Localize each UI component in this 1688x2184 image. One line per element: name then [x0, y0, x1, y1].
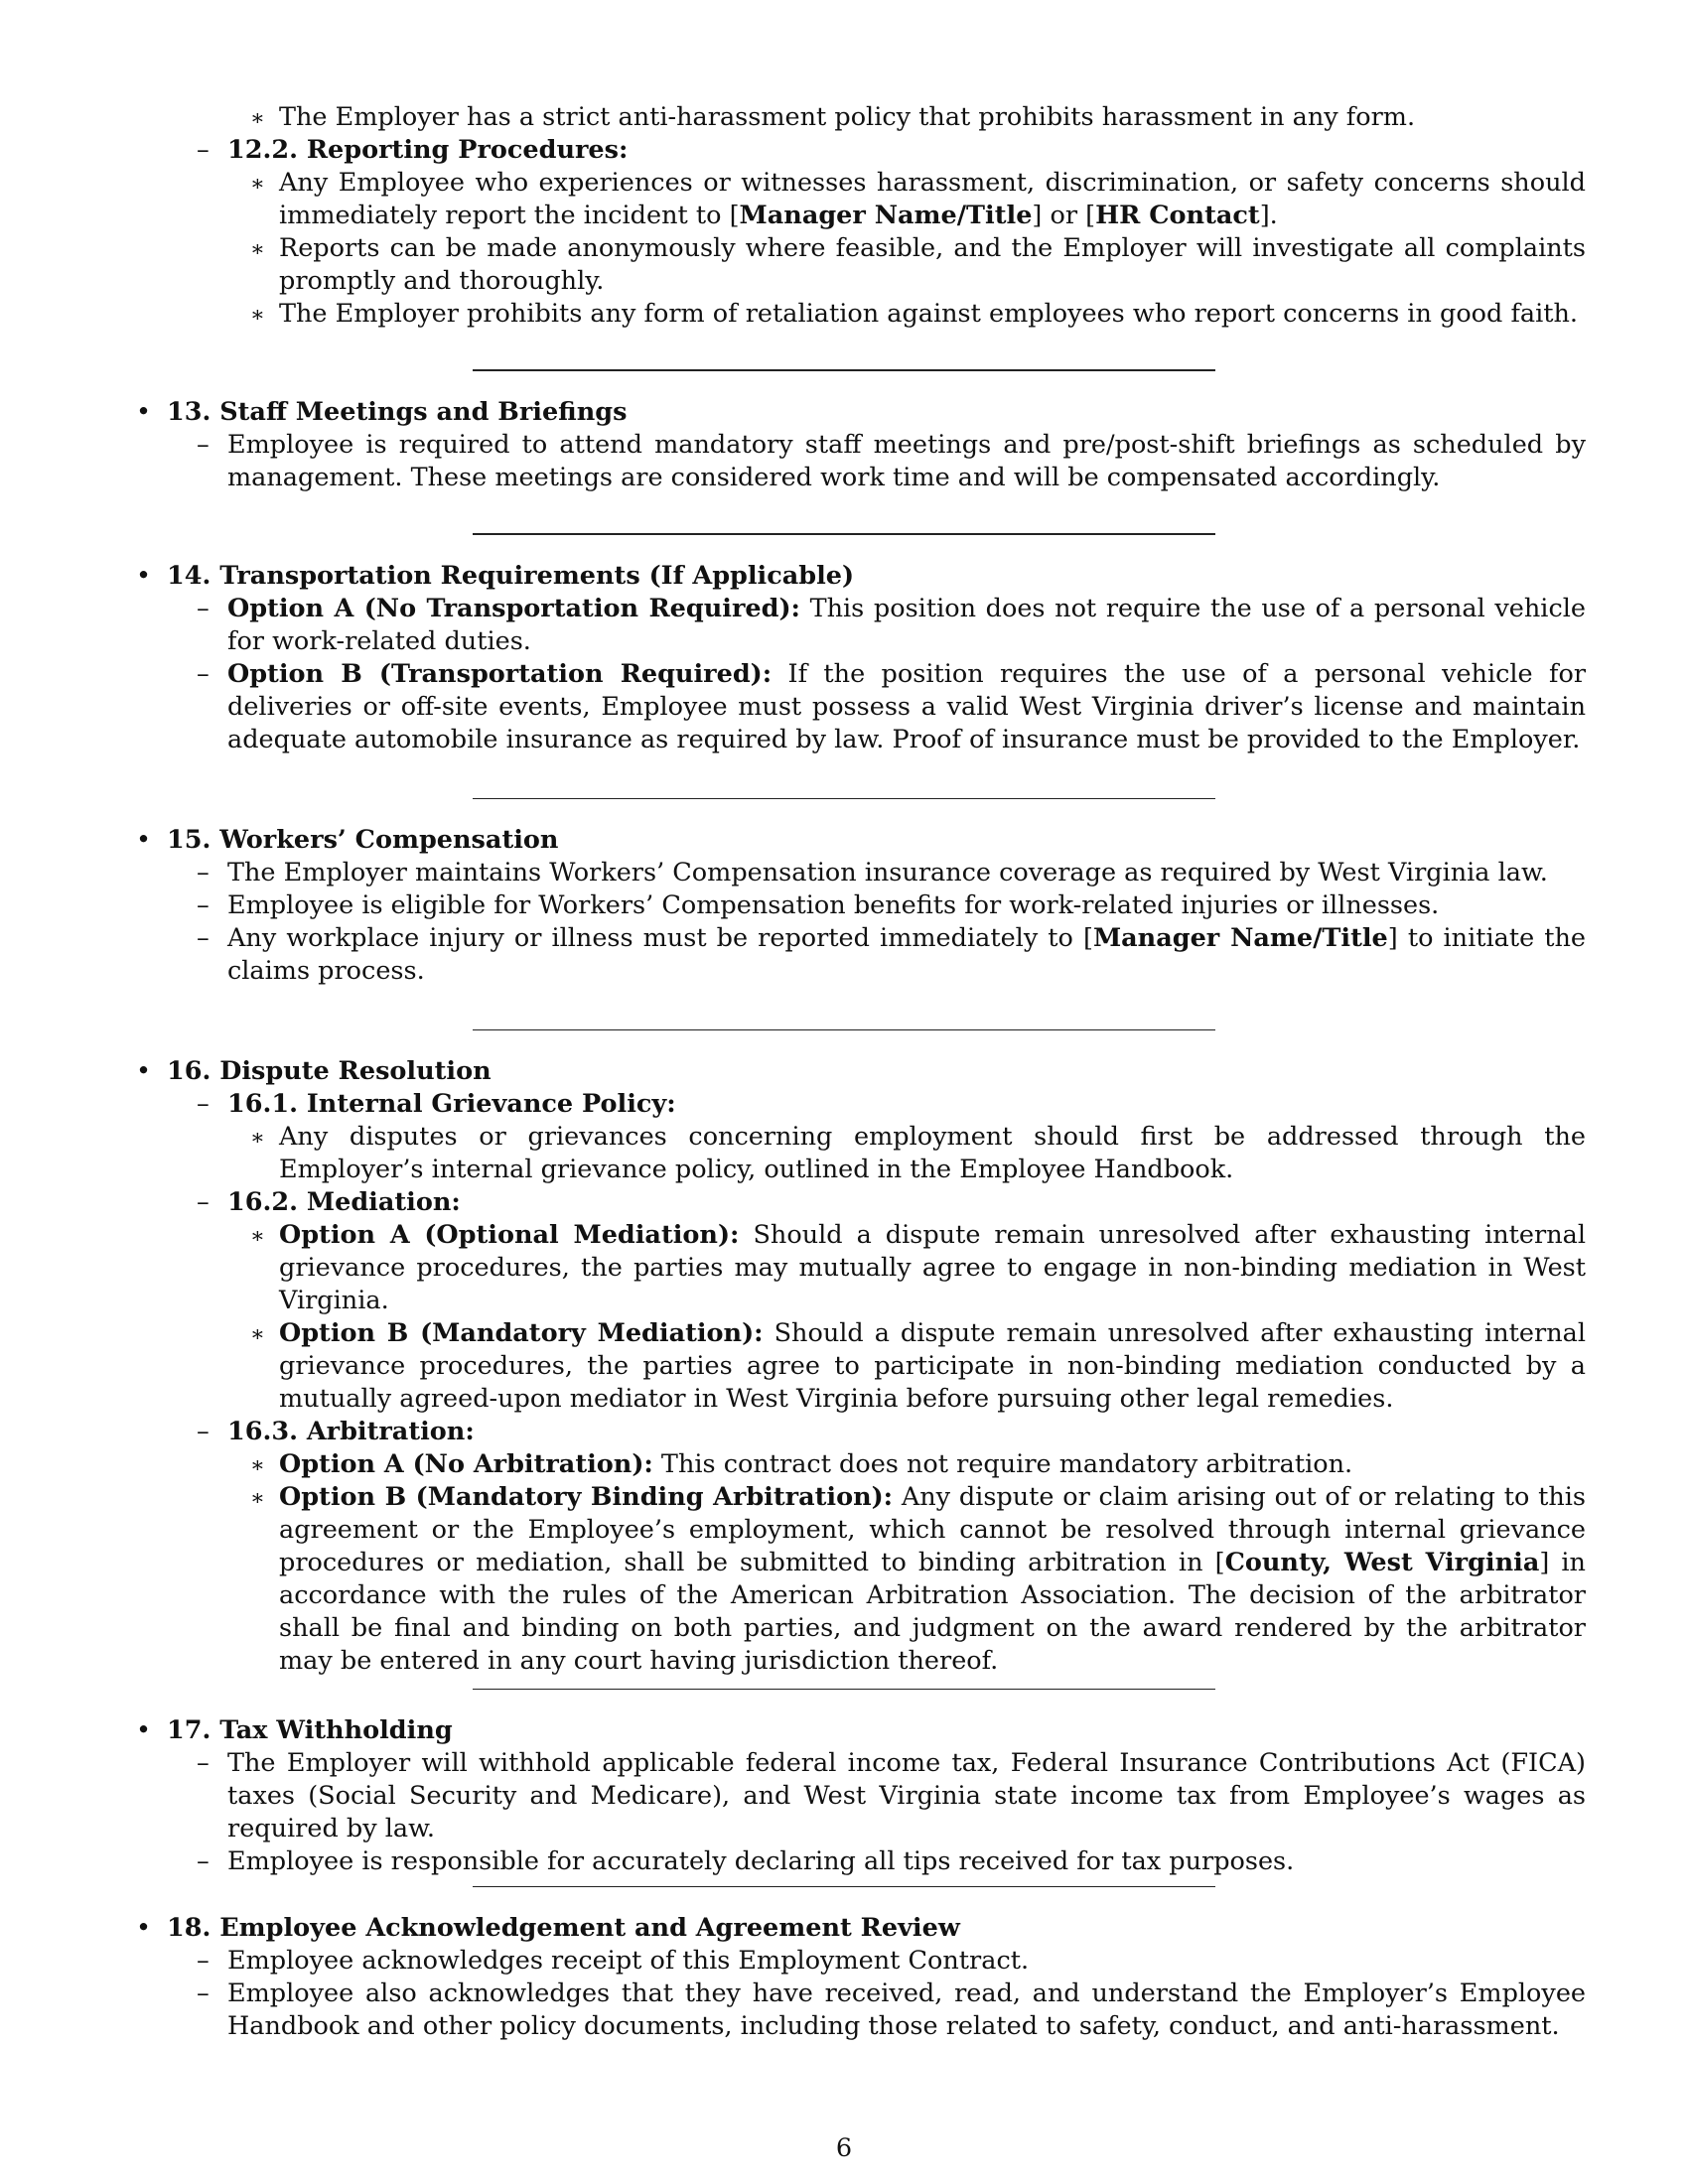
dash-marker: –: [197, 1946, 210, 1976]
dash-marker: –: [197, 1089, 210, 1119]
star-marker: ∗: [250, 1224, 265, 1249]
section-divider: [473, 1029, 1215, 1030]
section-13: [0, 396, 1688, 494]
subsection-12-2-heading: – 12.2. Reporting Procedures:: [197, 135, 629, 165]
list-item: – Employee is eligible for Workers’ Compensation benefits for work-related injuries or illnesses.: [197, 890, 1440, 920]
section-17-heading: • 17. Tax Withholding: [136, 1715, 453, 1745]
section-15-heading: • 15. Workers’ Compensation: [136, 825, 559, 855]
list-item: ∗ Option B (Mandatory Binding Arbitration): Any dispute or claim arising out of or relating to this agreement or the Employee’s employment, which cannot be resolved through internal grievance procedures or mediation, shall be submitted to binding arbitration in [County, West Virginia] in accordance with the rules of the American Arbitration Association. The decision of the arbitrator shall be final and binding on both parties, and judgment on the award rendered by the arbitrator may be entered in any court having jurisdiction thereof.: [250, 1482, 1586, 1676]
list-item: ∗ Option A (Optional Mediation): Should a dispute remain unresolved after exhausting internal grievance procedures, the parties may mutually agree to engage in non-binding mediation in West Virginia.: [250, 1220, 1586, 1315]
list-item: ∗ The Employer prohibits any form of retaliation against employees who report concerns in good faith.: [0, 298, 1586, 331]
list-item: – Employee also acknowledges that they have received, read, and understand the Employer’s Employee Handbook and other policy documents, including those related to safety, conduct, and anti-harassment.: [197, 1979, 1586, 2041]
bullet-marker: •: [136, 561, 152, 591]
section-divider: [473, 1689, 1215, 1690]
dash-marker: –: [197, 659, 210, 689]
dash-marker: –: [197, 923, 210, 953]
dash-marker: –: [197, 430, 210, 460]
list-item: – The Employer will withhold applicable federal income tax, Federal Insurance Contributions Act (FICA) taxes (Social Security and Medicare), and West Virginia state income tax from Employee’s wages as required by law.: [197, 1748, 1586, 1843]
section-16: [0, 1055, 1688, 1678]
star-marker: ∗: [250, 106, 265, 131]
section-divider: [473, 369, 1215, 371]
bullet-marker: •: [136, 397, 152, 427]
section-18-heading: • 18. Employee Acknowledgement and Agreement Review: [136, 1913, 960, 1943]
list-item: – Option B (Transportation Required): If the position requires the use of a personal vehicle for deliveries or off-site events, Employee must possess a valid West Virginia driver’s license and maintain adequate automobile insurance as required by law. Proof of insurance must be provided to the Employer.: [197, 659, 1587, 754]
bullet-marker: •: [136, 1913, 152, 1943]
dash-marker: –: [197, 135, 210, 165]
list-item: ∗ Option A (No Arbitration): This contract does not require mandatory arbitration.: [0, 1448, 1586, 1481]
section-17: [0, 1714, 1688, 1878]
dash-marker: –: [197, 1748, 210, 1778]
star-marker: ∗: [250, 172, 265, 197]
list-item: – Any workplace injury or illness must be reported immediately to [Manager Name/Title] to initiate the claims process.: [197, 923, 1586, 986]
bullet-marker: •: [136, 825, 152, 855]
star-marker: ∗: [250, 1486, 265, 1511]
subsection-16-1-heading: – 16.1. Internal Grievance Policy:: [197, 1089, 676, 1119]
section-16-heading: • 16. Dispute Resolution: [136, 1056, 492, 1086]
bullet-marker: •: [136, 1715, 152, 1745]
list-item: ∗ Option B (Mandatory Mediation): Should a dispute remain unresolved after exhausting internal grievance procedures, the parties agree to participate in non-binding mediation conducted by a mutually agreed-upon mediator in West Virginia before pursuing other legal remedies.: [250, 1318, 1586, 1414]
section-14: [0, 560, 1688, 756]
star-marker: ∗: [250, 303, 265, 328]
list-item: ∗ Any Employee who experiences or witnesses harassment, discrimination, or safety concerns should immediately report the incident to [Manager Name/Title] or [HR Contact].: [250, 168, 1586, 230]
list-item: ∗ Any disputes or grievances concerning employment should first be addressed through the Employer’s internal grievance policy, outlined in the Employee Handbook.: [250, 1122, 1586, 1184]
dash-marker: –: [197, 1417, 210, 1446]
dash-marker: –: [197, 1979, 210, 2008]
list-item: ∗ The Employer has a strict anti-harassment policy that prohibits harassment in any form.: [0, 101, 1586, 134]
subsection-16-3-heading: – 16.3. Arbitration:: [197, 1417, 475, 1446]
page-number: 6: [835, 2133, 853, 2163]
list-item: – Employee acknowledges receipt of this Employment Contract.: [197, 1946, 1030, 1976]
dash-marker: –: [197, 1187, 210, 1217]
list-item: – The Employer maintains Workers’ Compensation insurance coverage as required by West Virginia law.: [197, 858, 1548, 887]
section-divider: [473, 533, 1215, 535]
section-divider: [473, 1886, 1215, 1887]
section-15: [0, 824, 1688, 988]
subsection-16-2-heading: – 16.2. Mediation:: [197, 1187, 461, 1217]
star-marker: ∗: [250, 1322, 265, 1347]
dash-marker: –: [197, 890, 210, 920]
section-divider: [473, 798, 1215, 799]
section-14-heading: • 14. Transportation Requirements (If Applicable): [136, 561, 855, 591]
section-12-continuation: [0, 101, 1688, 331]
star-marker: ∗: [250, 1453, 265, 1478]
list-item: – Employee is required to attend mandatory staff meetings and pre/post-shift briefings as scheduled by management. These meetings are considered work time and will be compensated accordingly.: [197, 430, 1586, 492]
section-18: [0, 1912, 1688, 2043]
section-13-heading: • 13. Staff Meetings and Briefings: [136, 397, 628, 427]
dash-marker: –: [197, 594, 210, 623]
list-item: – Employee is responsible for accurately declaring all tips received for tax purposes.: [197, 1846, 1295, 1876]
list-item: – Option A (No Transportation Required): This position does not require the use of a personal vehicle for work-related duties.: [197, 594, 1586, 656]
list-item: ∗ Reports can be made anonymously where feasible, and the Employer will investigate all complaints promptly and thoroughly.: [250, 233, 1586, 296]
bullet-marker: •: [136, 1056, 152, 1086]
dash-marker: –: [197, 1846, 210, 1876]
star-marker: ∗: [250, 237, 265, 262]
star-marker: ∗: [250, 1126, 265, 1151]
dash-marker: –: [197, 858, 210, 887]
